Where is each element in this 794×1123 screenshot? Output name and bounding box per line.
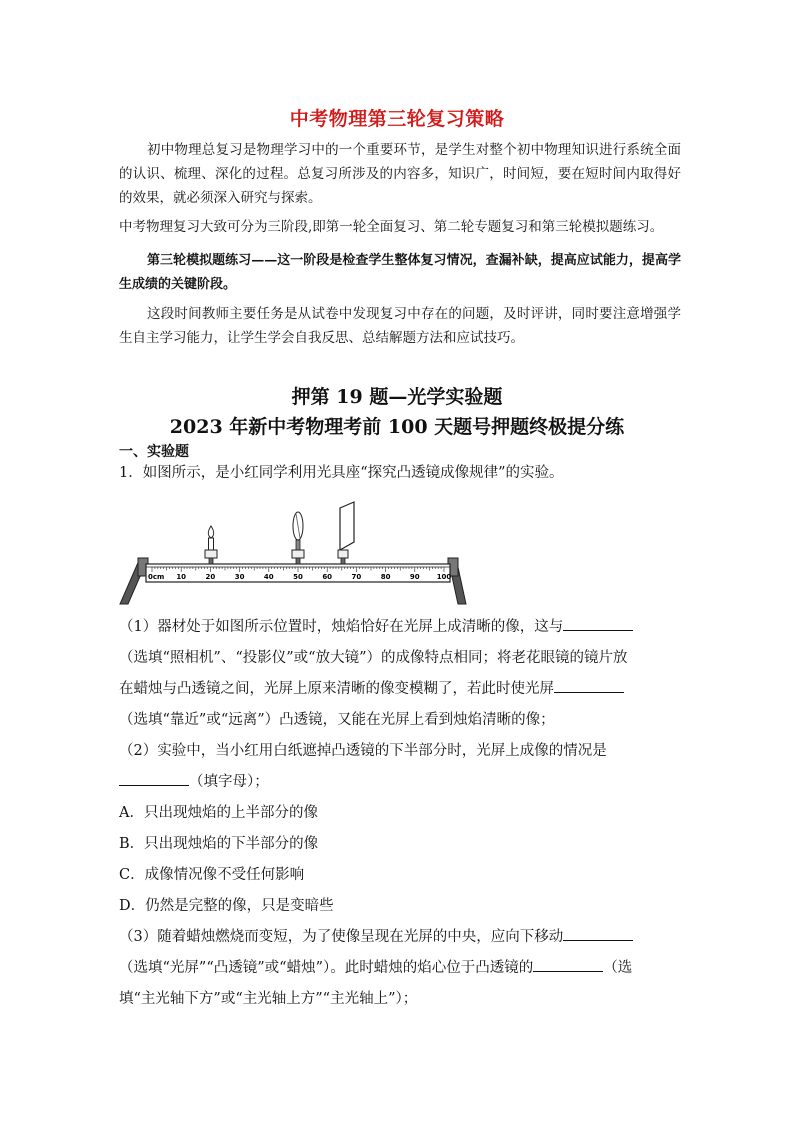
question-line-3: 在蜡烛与凸透镜之间，光屏上原来清晰的像变模糊了，若此时使光屏 [119, 674, 679, 705]
scale-label: 40 [263, 573, 274, 581]
option-c: C．成像情况像不受任何影响 [119, 867, 305, 883]
scale-label: 60 [322, 573, 333, 581]
intro-paragraph-1: 初中物理总复习是物理学习中的一个重要环节，是学生对整个初中物理知识进行系统全面的认识、梳理、深化的过程。总复习所涉及的内容多，知识广，时间短，要在短时间内取得好的效果，就必须深入研究与探索。 [119, 142, 681, 206]
question-line-2: （选填“照相机”、“投影仪”或“放大镜”）的成像特点相同；将老花眼镜的镜片放 [119, 650, 628, 666]
scale-label: 80 [380, 573, 391, 581]
question-line-6: （填字母）； [119, 767, 679, 798]
question-line-1: （1）器材处于如图所示位置时，烛焰恰好在光屏上成清晰的像，这与 [119, 612, 679, 643]
scale-label: 0cm [148, 573, 165, 581]
answer-blank-3[interactable] [119, 769, 189, 786]
scale-label: 70 [351, 573, 362, 581]
scale-label: 30 [234, 573, 245, 581]
question-line-5: （2）实验中，当小红用白纸遮掉凸透镜的下半部分时，光屏上成像的情况是 [119, 743, 607, 759]
question-line-4: （选填“靠近”或“远离”）凸透镜，又能在光屏上看到烛焰清晰的像； [119, 712, 555, 728]
optical-bench-figure [118, 500, 468, 610]
option-a: A．只出现烛焰的上半部分的像 [119, 805, 318, 821]
question-1-body [119, 612, 679, 1015]
candle [205, 526, 217, 564]
answer-blank-5[interactable] [533, 955, 603, 972]
answer-blank-2[interactable] [554, 676, 624, 693]
option-b: B．只出现烛焰的下半部分的像 [119, 836, 319, 852]
section-title: 押第 19 题—光学实验题 [291, 386, 503, 408]
answer-blank-4[interactable] [563, 924, 633, 941]
convex-lens [292, 512, 304, 564]
option-d: D．仍然是完整的像，只是变暗些 [119, 898, 334, 914]
light-screen [338, 502, 354, 564]
scale-label: 20 [205, 573, 216, 581]
scale-label: 100 [436, 573, 452, 581]
question-line-12: （选填“光屏”“凸透镜”或“蜡烛”）。此时蜡烛的焰心位于凸透镜的 （选 [119, 953, 679, 984]
question-line-13: 填“主光轴下方”或“主光轴上方”“主光轴上”）； [119, 991, 418, 1007]
main-title: 中考物理第三轮复习策略 [289, 108, 505, 130]
section-heading: 一、实验题 [119, 444, 189, 460]
question-1-stem: 1．如图所示，是小红同学利用光具座“探究凸透镜成像规律”的实验。 [119, 465, 564, 481]
section-subtitle: 2023 年新中考物理考前 100 天题号押题终极提分练 [169, 416, 625, 438]
intro-paragraph-2: 中考物理复习大致可分为三阶段,即第一轮全面复习、第二轮专题复习和第三轮模拟题练习。 [119, 219, 664, 235]
scale-label: 50 [293, 573, 303, 581]
scale-label: 90 [409, 573, 420, 581]
scale-label: 10 [176, 573, 187, 581]
answer-blank-1[interactable] [563, 614, 633, 631]
intro-paragraph-4: 这段时间教师主要任务是从试卷中发现复习中存在的问题，及时评讲，同时要注意增强学生自主学习能力，让学生学会自我反思、总结解题方法和应试技巧。 [119, 306, 681, 346]
intro-paragraph-3: 第三轮模拟题练习——这一阶段是检查学生整体复习情况，查漏补缺，提高应试能力，提高学生成绩的关键阶段。 [119, 253, 681, 292]
question-line-11: （3）随着蜡烛燃烧而变短，为了使像呈现在光屏的中央，应向下移动 [119, 922, 679, 953]
